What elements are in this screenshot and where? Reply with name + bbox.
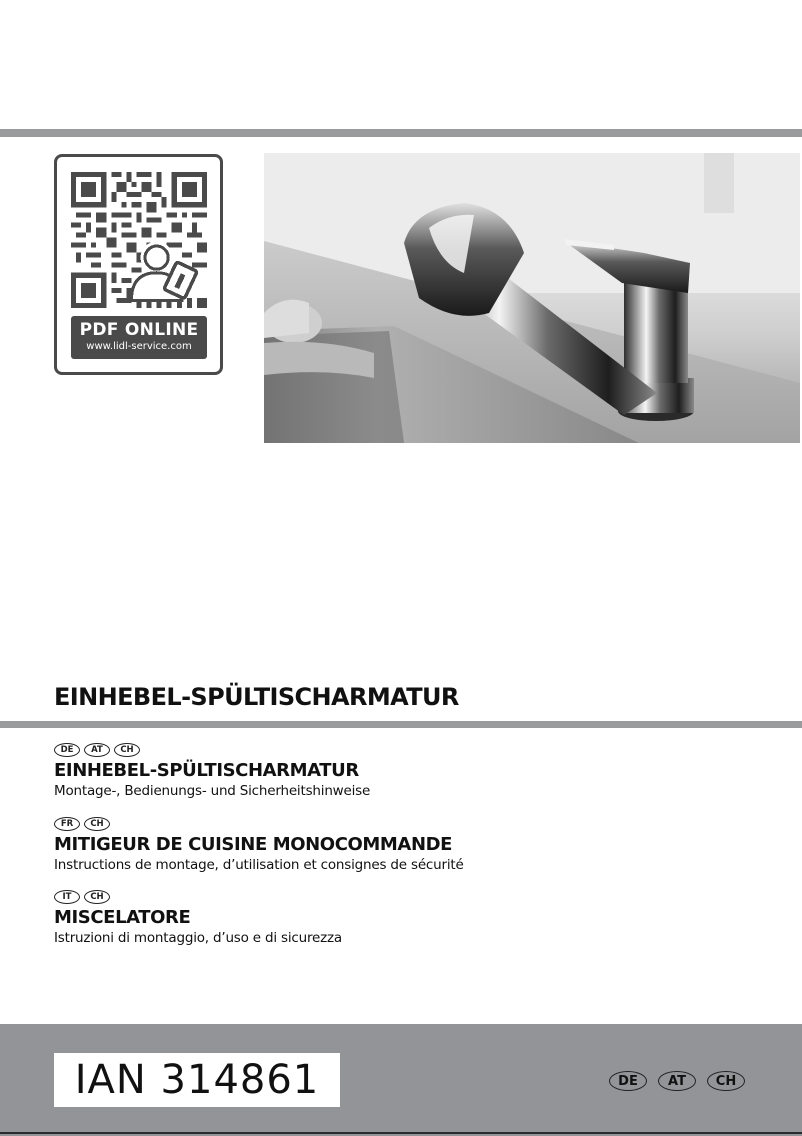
qr-card[interactable] xyxy=(54,154,223,375)
country-badges xyxy=(54,817,464,832)
ian-box xyxy=(54,1053,340,1107)
footer-country-badges xyxy=(609,1071,745,1091)
country-badge-fr: FR xyxy=(54,817,80,831)
qr-code-icon xyxy=(71,172,207,308)
country-badge-ch: CH xyxy=(707,1071,745,1091)
top-divider-bar xyxy=(0,129,802,137)
country-badge-de: DE xyxy=(609,1071,647,1091)
country-badge-it: IT xyxy=(54,890,80,904)
footer xyxy=(0,1024,802,1136)
lidl-service-url[interactable]: www.lidl-service.com xyxy=(86,341,192,352)
language-title: MITIGEUR DE CUISINE MONOCOMMANDE xyxy=(54,834,453,855)
faucet-illustration-icon xyxy=(264,153,800,443)
country-badge-at: AT xyxy=(658,1071,696,1091)
footer-bottom-line xyxy=(0,1132,802,1134)
faucet-photo xyxy=(264,153,800,443)
country-badge-ch: CH xyxy=(84,890,110,904)
language-title: MISCELATORE xyxy=(54,907,191,928)
country-badge-ch: CH xyxy=(114,743,140,757)
pdf-online-label xyxy=(71,316,207,359)
country-badges xyxy=(54,890,342,905)
language-block-it xyxy=(54,890,342,947)
pdf-online-title: PDF ONLINE xyxy=(79,320,199,340)
product-title: EINHEBEL-SPÜLTISCHARMATUR xyxy=(54,683,459,711)
language-subtitle: Istruzioni di montaggio, d’uso e di sicurezza xyxy=(54,930,342,946)
middle-divider-bar xyxy=(0,721,802,728)
country-badge-ch: CH xyxy=(84,817,110,831)
country-badges xyxy=(54,743,370,758)
language-title: EINHEBEL-SPÜLTISCHARMATUR xyxy=(54,760,359,781)
language-block-fr xyxy=(54,817,464,874)
country-badge-at: AT xyxy=(84,743,110,757)
language-block-de xyxy=(54,743,370,800)
language-subtitle: Instructions de montage, d’utilisation et consignes de sécurité xyxy=(54,857,464,873)
language-subtitle: Montage-, Bedienungs- und Sicherheitshinweise xyxy=(54,783,371,799)
country-badge-de: DE xyxy=(54,743,80,757)
ian-number: IAN 314861 xyxy=(74,1057,320,1103)
